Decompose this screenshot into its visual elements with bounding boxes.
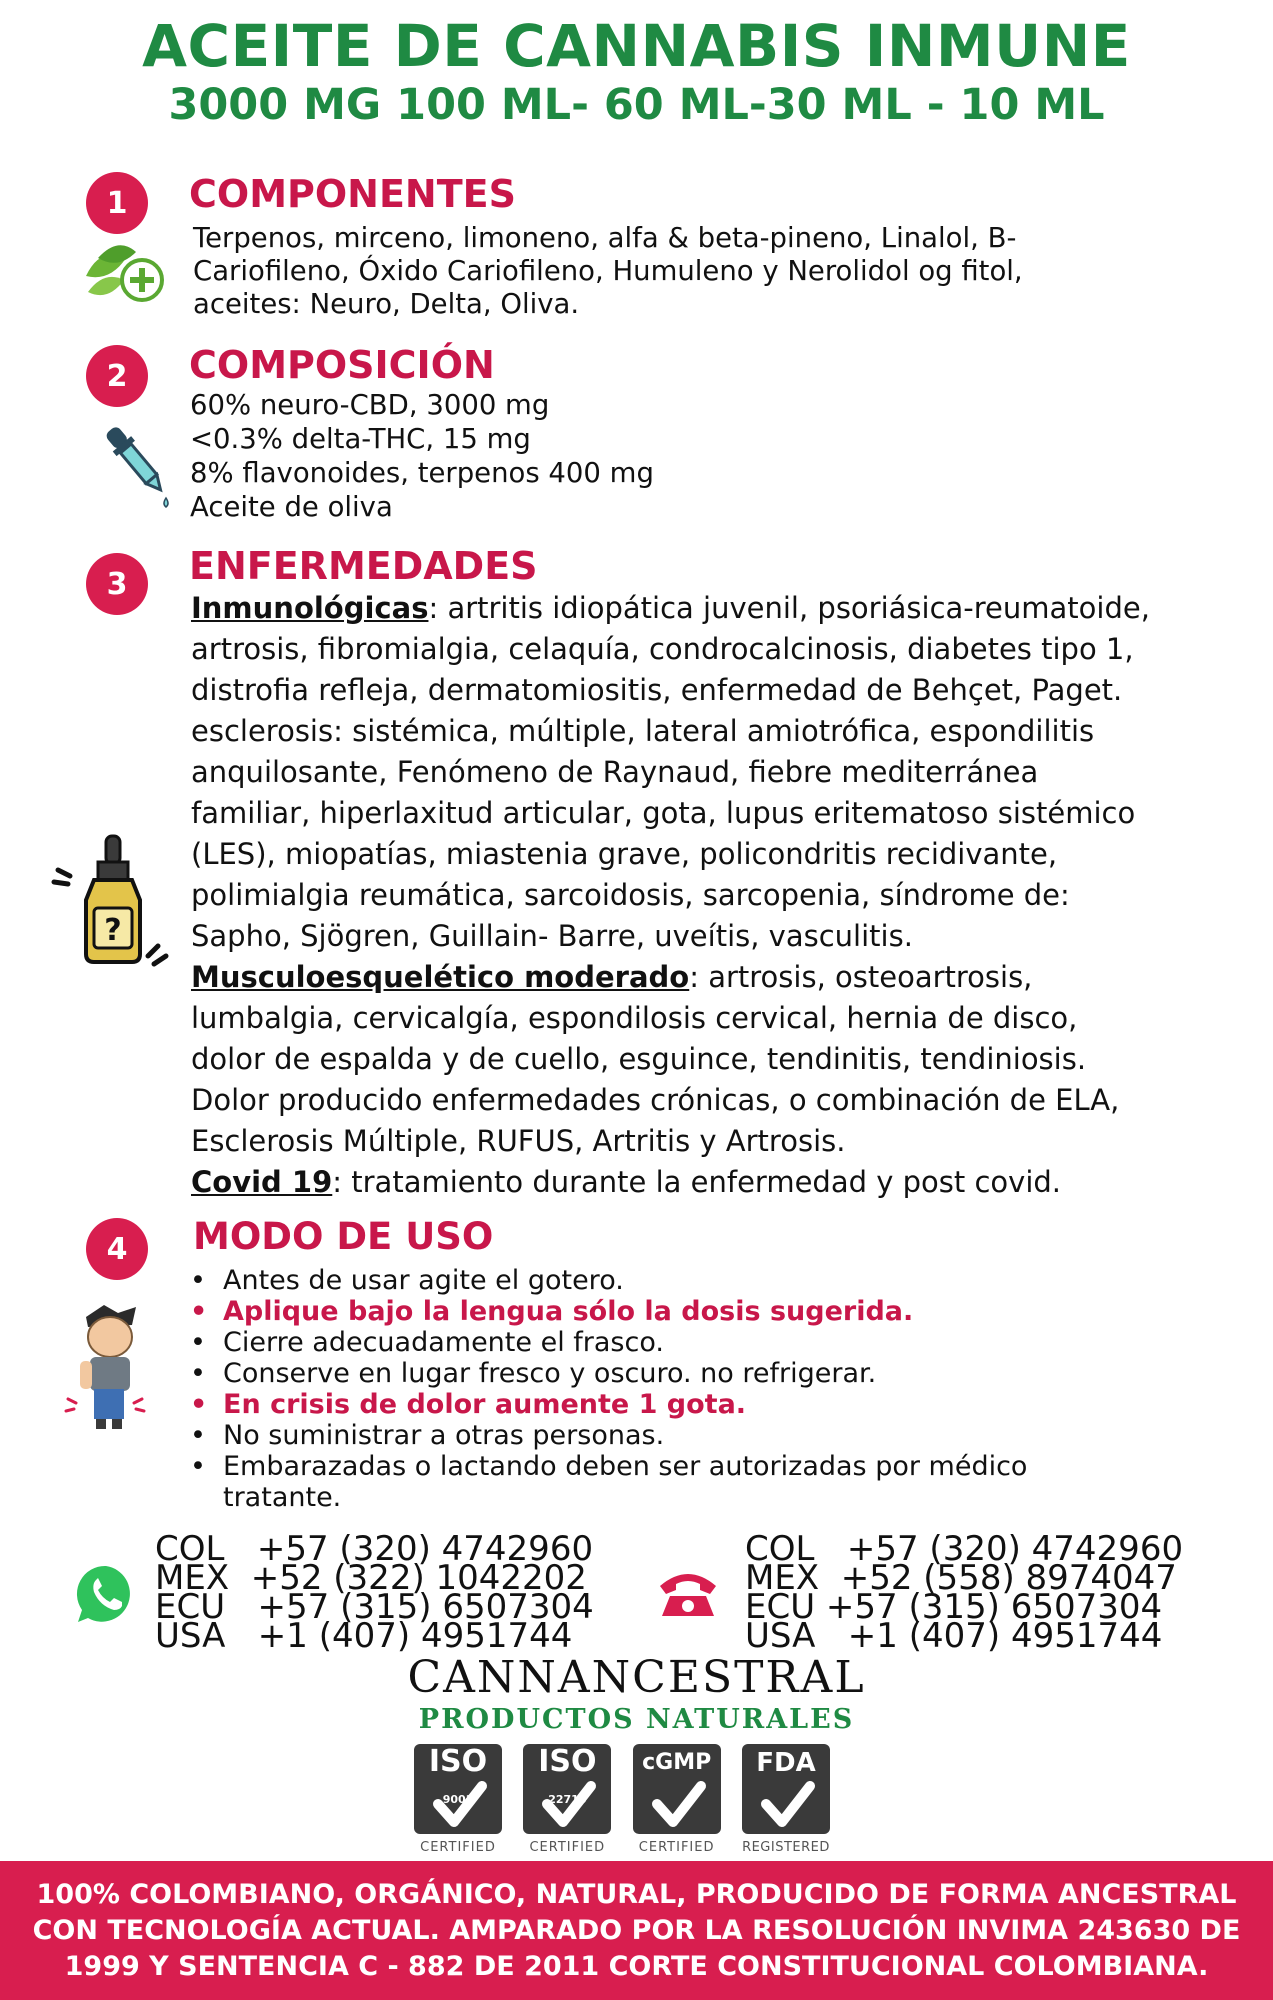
enfermedades-line: : tratamiento durante la enfermedad y post covid. <box>332 1165 1062 1199</box>
enfermedades-line: familiar, hiperlaxitud articular, gota, lupus eritematoso sistémico <box>191 796 1136 830</box>
composicion-line: 60% neuro-CBD, 3000 mg <box>190 389 550 421</box>
phone-contacts <box>745 1529 1184 1656</box>
enfermedades-line: polimialgia reumática, sarcoidosis, sarcopenia, síndrome de: <box>191 878 1070 912</box>
section-title-enfermedades: ENFERMEDADES <box>189 544 538 588</box>
list-item: • En crisis de dolor aumente 1 gota. <box>190 1389 1027 1420</box>
list-item: • Antes de usar agite el gotero. <box>190 1265 1027 1296</box>
fda-badge <box>740 1742 832 1855</box>
enfermedades-line: Dolor producido enfermedades crónicas, o combinación de ELA, <box>191 1083 1120 1117</box>
enfermedades-line: Sapho, Sjögren, Guillain- Barre, uveítis, vasculitis. <box>191 919 913 953</box>
footer-banner <box>0 1861 1273 2000</box>
section-title-composicion: COMPOSICIÓN <box>189 343 495 387</box>
svg-text:?: ? <box>104 913 122 948</box>
brand-tagline: PRODUCTOS NATURALES <box>418 1704 855 1735</box>
enfermedades-line: dolor de espalda y de cuello, esguince, tendinitis, tendiniosis. <box>191 1042 1087 1076</box>
whatsapp-icon <box>74 1562 138 1626</box>
section-title-modo-uso: MODO DE USO <box>193 1215 494 1258</box>
footer-line: CON TECNOLOGÍA ACTUAL. AMPARADO POR LA RESOLUCIÓN INVIMA 243630 DE <box>32 1914 1241 1946</box>
composicion-line: Aceite de oliva <box>190 491 393 523</box>
enfermedades-category-label: Covid 19 <box>191 1165 333 1199</box>
cert-caption: CERTIFIED <box>420 1840 496 1855</box>
person-in-pain-icon <box>58 1303 158 1433</box>
componentes-line: Cariofileno, Óxido Cariofileno, Humuleno y Nerolidol og fitol, <box>193 255 1023 287</box>
componentes-text <box>193 222 1023 321</box>
enfermedades-line: distrofia refleja, dermatomiositis, enfermedad de Behçet, Paget. <box>191 673 1123 707</box>
list-item: • Conserve en lugar fresco y oscuro. no refrigerar. <box>190 1358 1027 1389</box>
list-item: tratante. <box>223 1482 342 1513</box>
cert-caption: CERTIFIED <box>529 1840 606 1855</box>
modo-uso-list <box>190 1265 1027 1513</box>
cert-sub: 22716 <box>548 1793 587 1806</box>
componentes-line: Terpenos, mirceno, limoneno, alfa & beta-pineno, Linalol, B- <box>193 222 1017 254</box>
componentes-line: aceites: Neuro, Delta, Oliva. <box>193 288 580 320</box>
composicion-line: 8% flavonoides, terpenos 400 mg <box>190 457 654 489</box>
cgmp-badge <box>631 1742 723 1855</box>
footer-line: 1999 Y SENTENCIA C - 882 DE 2011 CORTE CONSTITUCIONAL COLOMBIANA. <box>64 1950 1209 1982</box>
enfermedades-line: artrosis, fibromialgia, celaquía, condrocalcinosis, diabetes tipo 1, <box>191 632 1134 666</box>
list-item: • No suministrar a otras personas. <box>190 1420 1027 1451</box>
cert-label: ISO <box>538 1744 597 1779</box>
enfermedades-category-label: Inmunológicas <box>191 591 429 625</box>
contact-line: ECU +57 (315) 6507304 <box>745 1587 1163 1627</box>
section-number-2: 2 <box>86 345 148 407</box>
enfermedades-line: : artritis idiopática juvenil, psoriásica-reumatoide, <box>428 591 1150 625</box>
enfermedades-category-label: Musculoesquelético moderado <box>191 960 690 994</box>
herbal-plus-icon <box>78 236 168 306</box>
enfermedades-line: (LES), miopatías, miastenia grave, policondritis recidivante, <box>191 837 1058 871</box>
section-title-componentes: COMPONENTES <box>189 172 516 216</box>
page-title: ACEITE DE CANNABIS INMUNE <box>142 12 1131 80</box>
list-item: • Embarazadas o lactando deben ser autorizadas por médico <box>190 1451 1027 1482</box>
page-subtitle: 3000 MG 100 ML- 60 ML-30 ML - 10 ML <box>168 80 1105 130</box>
dropper-icon <box>98 418 178 508</box>
contact-line: MEX +52 (322) 1042202 <box>155 1558 587 1598</box>
composicion-line: <0.3% delta-THC, 15 mg <box>190 423 531 455</box>
certifications <box>412 1742 832 1855</box>
list-item: • Cierre adecuadamente el frasco. <box>190 1327 1027 1358</box>
enfermedades-line: lumbalgia, cervicalgía, espondilosis cervical, hernia de disco, <box>191 1001 1078 1035</box>
contact-line: USA +1 (407) 4951744 <box>155 1616 573 1656</box>
section-number-3: 3 <box>86 553 148 615</box>
iso-22716-badge <box>521 1742 613 1855</box>
telephone-icon <box>656 1566 720 1618</box>
enfermedades-line: : artrosis, osteoartrosis, <box>689 960 1033 994</box>
contact-line: COL +57 (320) 4742960 <box>155 1529 594 1569</box>
list-item: • Aplique bajo la lengua sólo la dosis sugerida. <box>190 1296 1027 1327</box>
composicion-text <box>190 388 654 524</box>
brand-name: CANNANCESTRAL <box>407 1652 866 1703</box>
section-number-1: 1 <box>86 172 148 234</box>
cert-caption: CERTIFIED <box>638 1840 715 1855</box>
enfermedades-line: Esclerosis Múltiple, RUFUS, Artritis y Artrosis. <box>191 1124 846 1158</box>
footer-line: 100% COLOMBIANO, ORGÁNICO, NATURAL, PRODUCIDO DE FORMA ANCESTRAL <box>36 1878 1237 1910</box>
section-number-4: 4 <box>86 1218 148 1280</box>
enfermedades-text <box>191 588 1150 1203</box>
contact-line: COL +57 (320) 4742960 <box>745 1529 1184 1569</box>
contact-line: MEX +52 (558) 8974047 <box>745 1558 1177 1598</box>
enfermedades-line: esclerosis: sistémica, múltiple, lateral amiotrófica, espondilitis <box>191 714 1095 748</box>
oil-bottle-question-icon <box>50 830 170 980</box>
enfermedades-line: anquilosante, Fenómeno de Raynaud, fiebre mediterránea <box>191 755 1039 789</box>
contact-line: ECU +57 (315) 6507304 <box>155 1587 594 1627</box>
whatsapp-contacts <box>155 1529 594 1656</box>
iso-9001-badge <box>412 1742 504 1855</box>
contact-line: USA +1 (407) 4951744 <box>745 1616 1163 1656</box>
cert-label: ISO <box>428 1744 488 1779</box>
cert-sub: 9001 <box>442 1793 474 1806</box>
cert-caption: REGISTERED <box>742 1840 830 1855</box>
